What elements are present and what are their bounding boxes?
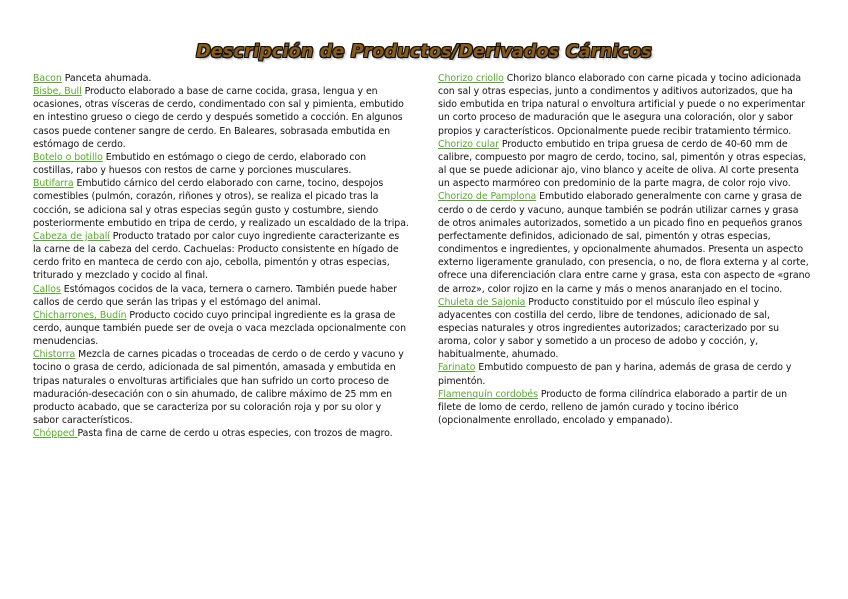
term-description: Embutido elaborado generalmente con carne y grasa de cerdo o de cerdo y vacuno, aunque también se podrán utilizar carnes y grasa de otros animales autorizados, sometido a un picado fino en pequeños granos perfectamente definidos, adicionado de sal, pimentón y otras especias, condimentos e ingredientes, y opcionalmente ahumados. Presenta un aspecto externo ligeramente granulado, con presencia, o no, de flora externa y al corte, ofrece una diferenciación clara entre carne y grasa, esta con aspecto de «grano de arroz», color rojizo en la carne y más o menos anaranjado en el tocino. (438, 191, 811, 295)
term-description: Embutido en estómago o ciego de cerdo, elaborado con costillas, rabo y huesos con restos de carne y porciones musculares. (33, 151, 367, 177)
term-description: Mezcla de carnes picadas o troceadas de cerdo o de cerdo y vacuno y tocino o grasa de cerdo, adicionada de sal pimentón, amasada y embutida en tripas naturales o envolturas artificiales que han sufrido un corto proceso de maduración-desecación con o sin ahumado, de calibre máximo de 25 mm en producto acabado, que se caracteriza por su coloración roja y por su olor y sabor característicos. (33, 349, 404, 427)
term-description: Embutido cárnico del cerdo elaborado con carne, tocino, despojos comestibles (pulmón, corazón, riñones y otros), se realiza el picado tras la cocción, se adiciona sal y otras especias según gusto y costumbre, siendo posteriormente embutido en tripa de cerdo, y realizado un escaldado de la tripa. (33, 178, 409, 229)
entry-chicharrones (33, 309, 409, 348)
term-link[interactable]: Flamenquín cordobés (438, 388, 538, 400)
term-link[interactable]: Bacon (33, 73, 62, 84)
term-link[interactable]: Callos (33, 283, 61, 295)
entry-chorizo-de-pamplona (438, 190, 812, 295)
entry-butifarra (33, 177, 409, 230)
term-link[interactable]: Chorizo cular (438, 138, 499, 150)
entry-chistorra (33, 348, 409, 427)
term-link[interactable]: Chicharrones, Budín (33, 309, 127, 321)
term-description: Embutido compuesto de pan y harina, además de grasa de cerdo y pimentón. (438, 362, 792, 387)
term-description: Producto cocido cuyo principal ingrediente es la grasa de cerdo, aunque también puede ser de oveja o vaca mezclada opcionalmente con menudencias. (33, 309, 407, 348)
left-column (33, 72, 409, 440)
term-link[interactable]: Botelo o botillo (33, 151, 103, 163)
entry-farinato (438, 361, 812, 387)
entry-chopped (33, 427, 409, 440)
term-description: Chorizo blanco elaborado con carne picada y tocino adicionada con sal y otras especias, junto a condimentos y aditivos autorizados, que ha sido embutida en tripa natural o envoltura artificial y puede o no experimentar un corto proceso de maduración que le asegura una coloración, olor y sabor propios y característicos. Opcionalmente puede recibir tratamiento térmico. (438, 73, 806, 137)
term-link[interactable]: Cabeza de jabalí (33, 230, 110, 242)
term-description: Producto de forma cilíndrica elaborado a partir de un filete de lomo de cerdo, relleno de jamón curado y tocino ibérico (opcionalmente enrollado, encolado y empanado). (438, 388, 788, 427)
term-link[interactable]: Chópped (33, 428, 78, 440)
term-description: Producto embutido en tripa gruesa de cerdo de 40-60 mm de calibre, compuesto por magro de cerdo, tocino, sal, pimentón y otras especias, al que se puede adicionar ajo, vino blanco y aceite de oliva. Al corte presenta un aspecto marmóreo con predominio de la parte magra, de color rojo vivo. (438, 138, 807, 190)
term-description: Producto tratado por calor cuyo ingrediente caracterizante es la carne de la cabeza del cerdo. Cachuelas: Producto consistente en hígado de cerdo frito en manteca de cerdo con ajo, cebolla, pimentón y otras especias, triturado y mezclado y cocido al final. (33, 230, 400, 282)
term-link[interactable]: Chorizo de Pamplona (438, 191, 537, 203)
term-link[interactable]: Bisbe, Bull (33, 86, 82, 98)
right-column (438, 72, 812, 427)
entry-botelo (33, 151, 409, 177)
term-description: Producto elaborado a base de carne cocida, grasa, lengua y en ocasiones, otras vísceras de cerdo, condimentado con sal y pimienta, embutido en intestino grueso o ciego de cerdo y después sometido a cocción. En algunos casos puede contener sangre de cerdo. En Baleares, sobrasada embutida en estómago de cerdo. (33, 86, 404, 150)
entry-chuleta-de-sajonia (438, 296, 812, 362)
term-link[interactable]: Chuleta de Sajonia (438, 296, 526, 308)
term-link[interactable]: Chistorra (33, 349, 76, 361)
entry-chorizo-criollo (438, 72, 812, 138)
term-link[interactable]: Farinato (438, 362, 476, 374)
term-link[interactable]: Butifarra (33, 178, 74, 190)
entry-callos (33, 283, 409, 309)
term-link[interactable]: Chorizo criollo (438, 73, 504, 84)
term-description: Producto constituido por el músculo íleo espinal y adyacentes con costilla del cerdo, libre de tendones, adicionado de sal, especias naturales y otros ingredientes autorizados; caracterizado por su aroma, color y sabor y sometido a un proceso de adobo y cocción, y, habitualmente, ahumado. (438, 296, 780, 361)
term-description: Estómagos cocidos de la vaca, ternera o carnero. También puede haber callos de cerdo que serán las tripas y el estómago del animal. (33, 283, 397, 308)
term-description: Panceta ahumada. (61, 73, 152, 84)
entry-bacon (33, 72, 409, 85)
entry-bisbe-bull (33, 85, 409, 151)
page-title: Descripción de Productos/Derivados Cárnicos (196, 42, 652, 62)
entry-flamenquin-cordobes (438, 388, 812, 427)
term-description: Pasta fina de carne de cerdo u otras especies, con trozos de magro. (77, 428, 393, 440)
entry-chorizo-cular (438, 138, 812, 191)
entry-cabeza-de-jabali (33, 230, 409, 283)
